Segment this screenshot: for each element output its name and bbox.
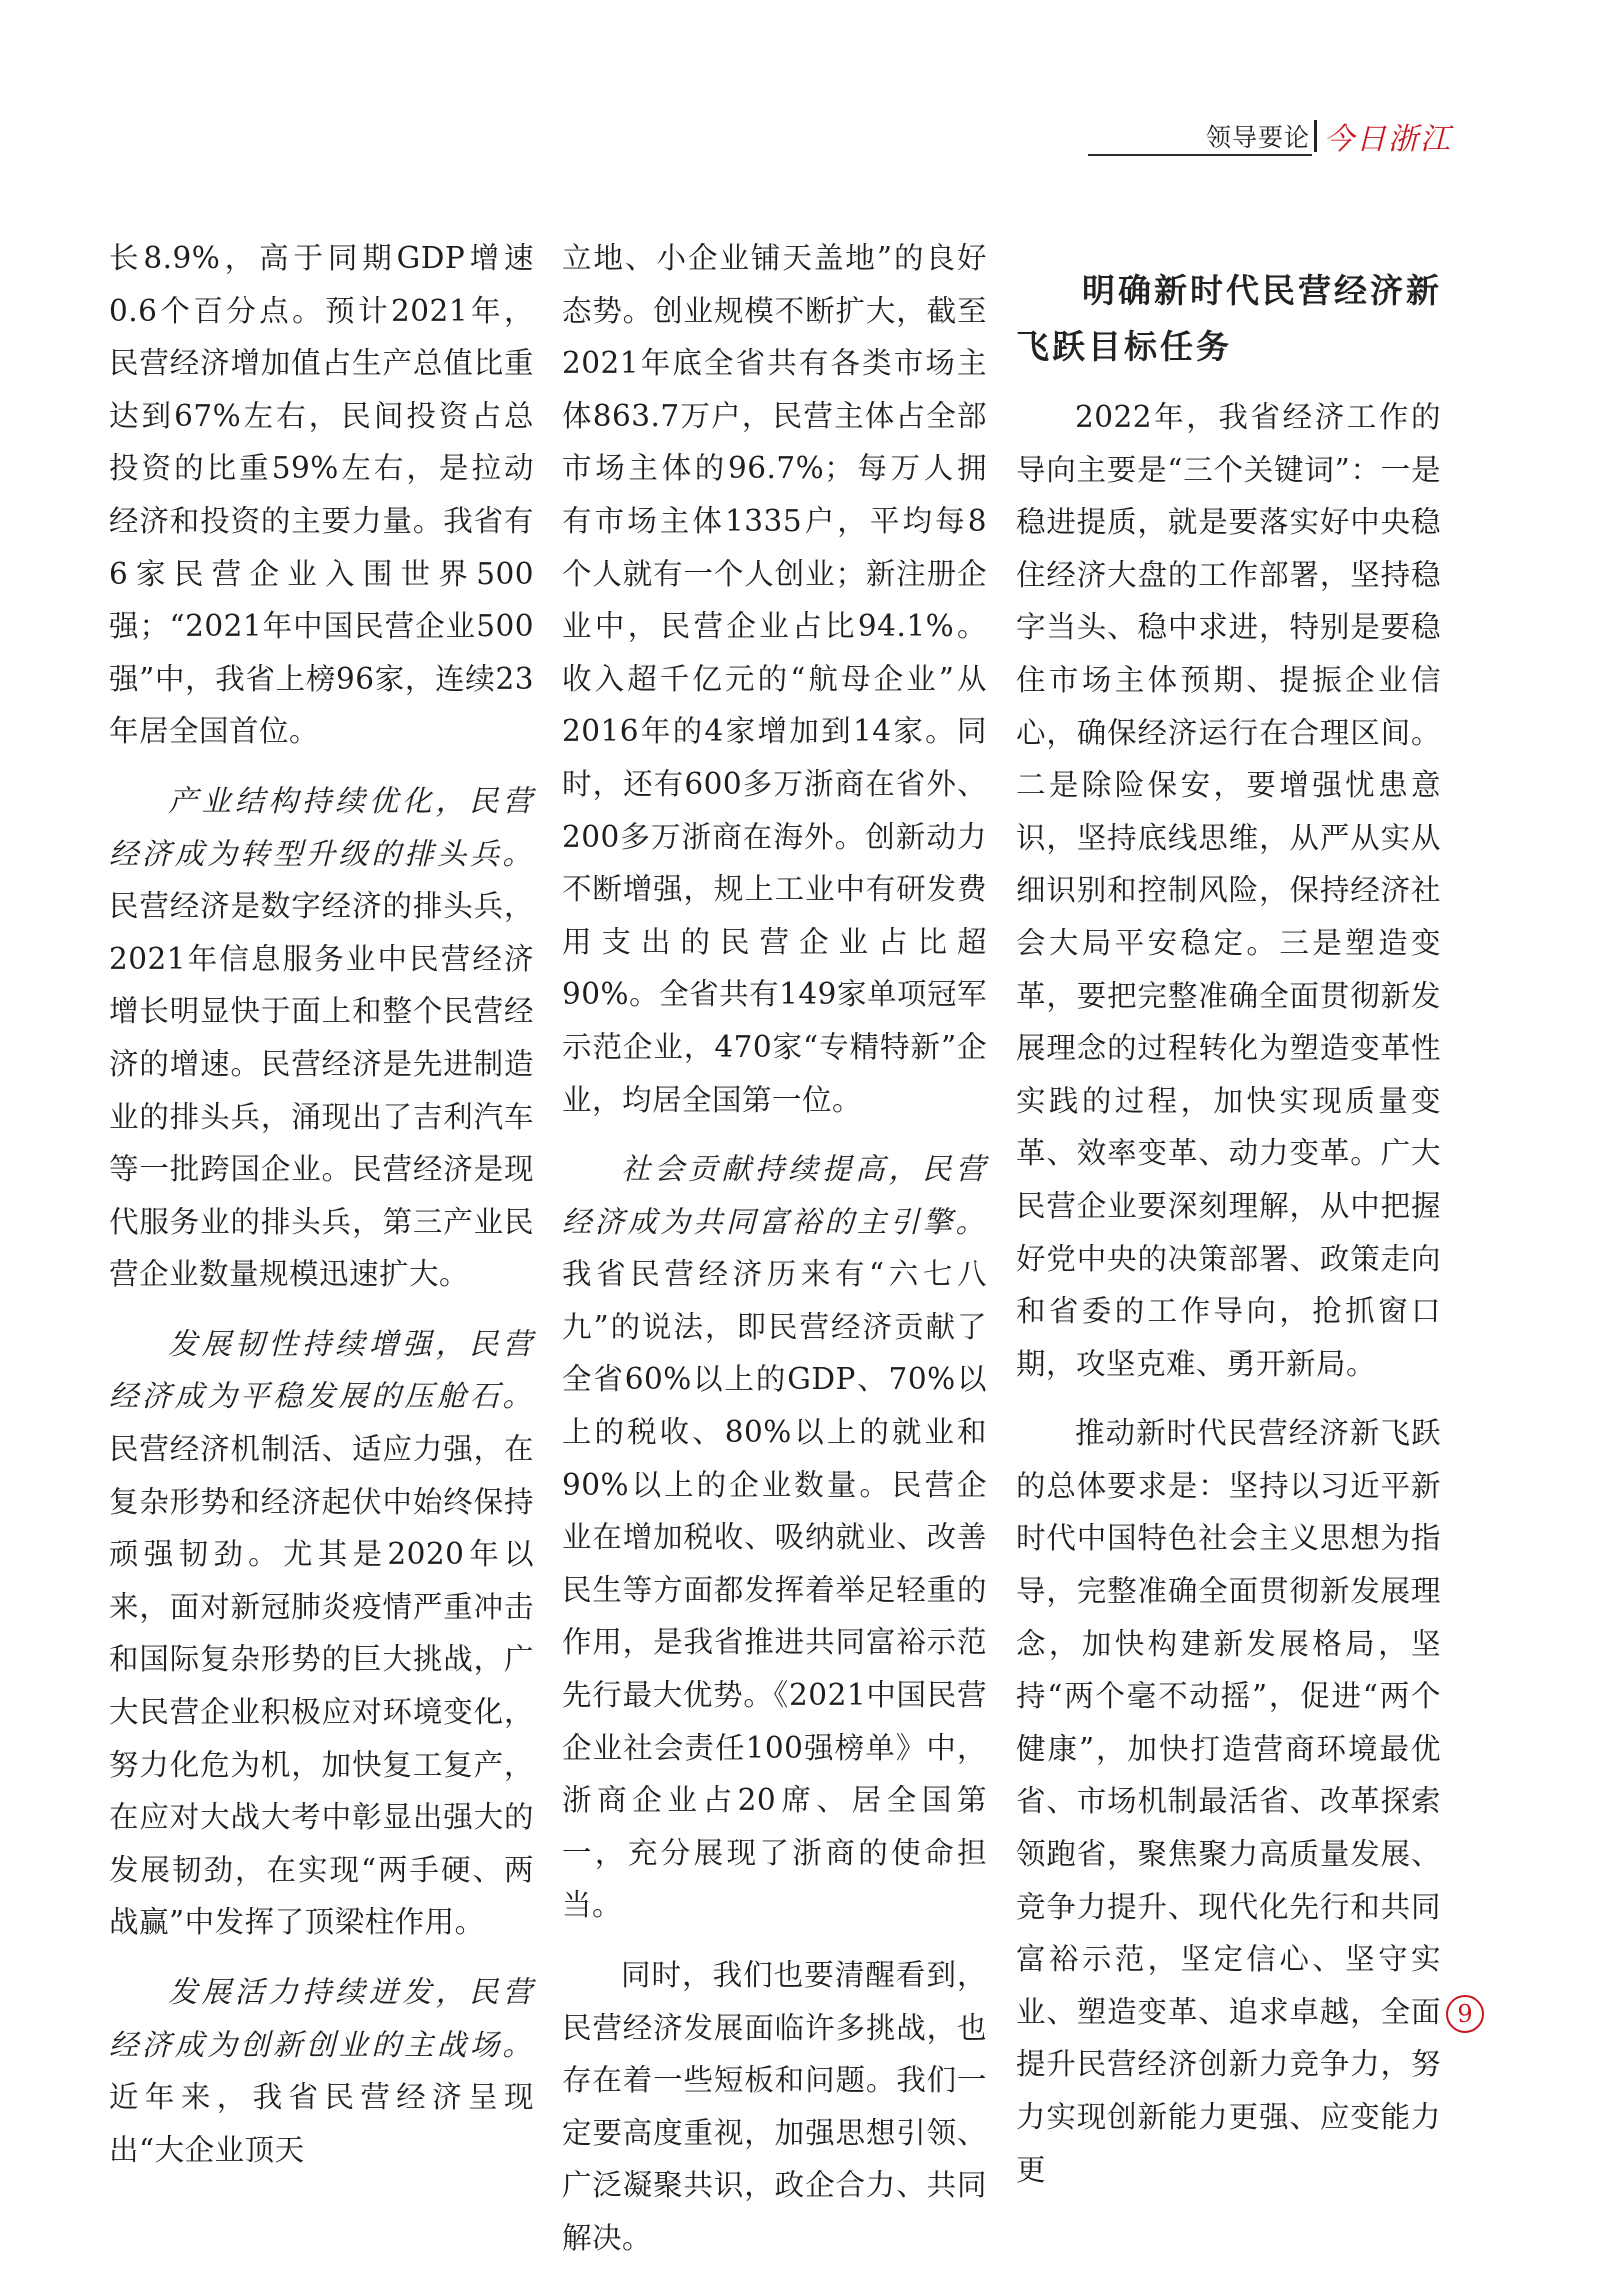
paragraph-body: 民营经济机制活、适应力强，在复杂形势和经济起伏中始终保持顽强韧劲。尤其是2020年以来，面对新冠肺炎疫情严重冲击和国际复杂形势的巨大挑战，广大民营企业积极应对环境变化，努力化危为机，加快复工复产，在应对大战大考中彰显出强大的发展韧劲，在实现“两手硬、两战赢”中发挥了顶梁柱作用。: [109, 1432, 534, 1940]
paragraph: 立地、小企业铺天盖地”的良好态势。创业规模不断扩大，截至2021年底全省共有各类市场主体863.7万户，民营主体占全部市场主体的96.7%；每万人拥有市场主体1335户，平均每8个人就有一个人创业；新注册企业中，民营企业占比94.1%。收入超千亿元的“航母企业”从2016年的4家增加到14家。同时，还有600多万浙商在省外、200多万浙商在海外。创新动力不断增强，规上工业中有研发费用支出的民营企业占比超90%。全省共有149家单项冠军示范企业，470家“专精特新”企业，均居全国第一位。: [562, 241, 987, 1117]
paragraph: [109, 775, 534, 1301]
text-column-2: [562, 232, 987, 2282]
paragraph: [109, 1966, 534, 2176]
text-column-3: [1016, 391, 1441, 2213]
paragraph: 长8.9%，高于同期GDP增速0.6个百分点。预计2021年，民营经济增加值占生产总值比重达到67%左右，民间投资占总投资的比重59%左右，是拉动经济和投资的主要力量。我省有6家民营企业入围世界500强；“2021年中国民营企业500强”中，我省上榜96家，连续23年居全国首位。: [109, 241, 534, 749]
paragraph-body: 近年来，我省民营经济呈现出“大企业顶天: [109, 2080, 534, 2167]
paragraph: 同时，我们也要清醒看到，民营经济发展面临许多挑战，也存在着一些短板和问题。我们一定要高度重视，加强思想引领、广泛凝聚共识，政企合力、共同解决。: [562, 1958, 987, 2255]
paragraph: [562, 1143, 987, 1932]
paragraph-lead: 社会贡献持续提高，民营经济成为共同富裕的主引擎。: [562, 1152, 987, 1239]
section-heading: 明确新时代民营经济新飞跃目标任务: [1016, 271, 1442, 367]
paragraph-lead: 产业结构持续优化，民营经济成为转型升级的排头兵。: [109, 783, 534, 871]
magazine-logo: 今日浙江: [1324, 122, 1452, 157]
section-title: 领导要论: [1206, 123, 1311, 152]
page-header: [1088, 116, 1460, 160]
header-rule: [1088, 154, 1312, 156]
paragraph-body: 民营经济是数字经济的排头兵，2021年信息服务业中民营经济增长明显快于面上和整个民营经济的增速。民营经济是先进制造业的排头兵，涌现出了吉利汽车等一批跨国企业。民营经济是现代服务业的排头兵，第三产业民营企业数量规模迅速扩大。: [109, 889, 534, 1292]
paragraph-body: 我省民营经济历来有“六七八九”的说法，即民营经济贡献了全省60%以上的GDP、70%以上的税收、80%以上的就业和90%以上的企业数量。民营企业在增加税收、吸纳就业、改善民生等方面都发挥着举足轻重的作用，是我省推进共同富裕示范先行最大优势。《2021中国民营企业社会责任100强榜单》中，浙商企业占20席、居全国第一，充分展现了浙商的使命担当。: [562, 1257, 987, 1923]
paragraph: 推动新时代民营经济新飞跃的总体要求是：坚持以习近平新时代中国特色社会主义思想为指导，完整准确全面贯彻新发展理念，加快构建新发展格局，坚持“两个毫不动摇”，促进“两个健康”，加快打造营商环境最优省、市场机制最活省、改革探索领跑省，聚焦聚力高质量发展、竞争力提升、现代化先行和共同富裕示范，坚定信心、坚守实业、塑造变革、追求卓越，全面提升民营经济创新力竞争力，努力实现创新能力更强、应变能力更: [1016, 1416, 1441, 2187]
page-number: 9: [1446, 1995, 1484, 2033]
paragraph-lead: 发展韧性持续增强，民营经济成为平稳发展的压舱石。: [109, 1326, 534, 1414]
paragraph-lead: 发展活力持续迸发，民营经济成为创新创业的主战场。: [109, 1975, 534, 2062]
text-column-1: [109, 232, 534, 2193]
paragraph: 2022年，我省经济工作的导向主要是“三个关键词”：一是稳进提质，就是要落实好中央稳住经济大盘的工作部署，坚持稳字当头、稳中求进，特别是要稳住市场主体预期、提振企业信心，确保经济运行在合理区间。二是除险保安，要增强忧患意识，坚持底线思维，从严从实从细识别和控制风险，保持经济社会大局平安稳定。三是塑造变革，要把完整准确全面贯彻新发展理念的过程转化为塑造变革性实践的过程，加快实现质量变革、效率变革、动力变革。广大民营企业要深刻理解，从中把握好党中央的决策部署、政策走向和省委的工作导向，抢抓窗口期，攻坚克难、勇开新局。: [1016, 400, 1441, 1381]
header-divider: [1314, 120, 1317, 152]
paragraph: [109, 1318, 534, 1949]
